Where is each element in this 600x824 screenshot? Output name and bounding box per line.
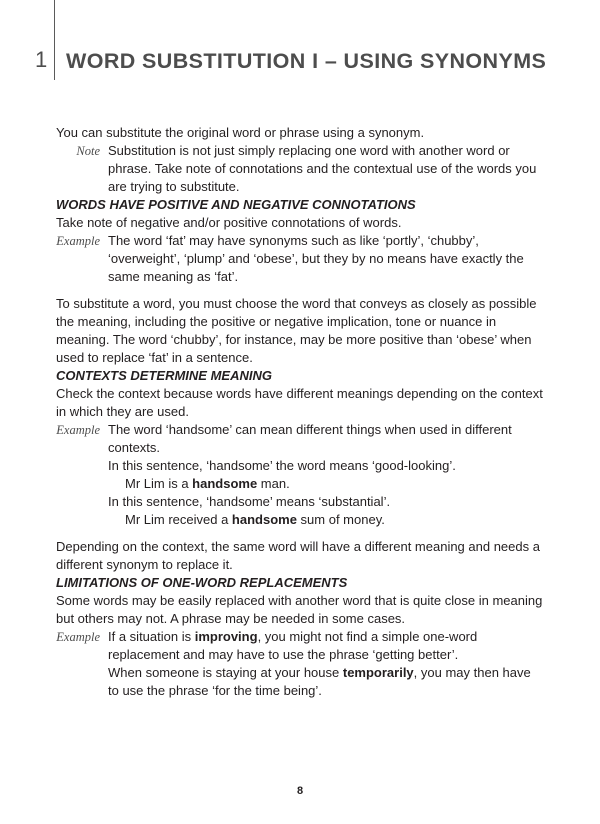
sentence-text: , you may then have to use the phrase ‘for the time being’. <box>108 665 531 698</box>
example-line: In this sentence, ‘handsome’ the word means ‘good-looking’. <box>108 458 456 473</box>
example-block <box>56 232 544 286</box>
note-block <box>56 142 544 196</box>
chapter-number: 1 <box>35 47 48 72</box>
chapter-title: WORD SUBSTITUTION I – USING SYNONYMS <box>66 49 547 73</box>
example-text: The word ‘handsome’ can mean different things when used in different contexts. <box>108 422 512 455</box>
emphasized-word: handsome <box>192 476 258 491</box>
section2-paragraph: Depending on the context, the same word will have a different meaning and needs a different synonym to replace it. <box>56 539 540 572</box>
emphasized-word: temporarily <box>342 665 414 680</box>
example-text <box>108 628 544 664</box>
example-block <box>56 421 544 457</box>
example-sentence <box>56 511 544 529</box>
example-label: Example <box>56 423 100 437</box>
emphasized-word: handsome <box>231 512 297 527</box>
section3-intro: Some words may be easily replaced with another word that is quite close in meaning but others may not. A phrase may be needed in some cases. <box>56 593 543 626</box>
example-block <box>56 628 544 664</box>
section1-paragraph: To substitute a word, you must choose the word that conveys as closely as possible the meaning, including the positive or negative implication, tone or nuance in meaning. The word ‘chubby’, for instance, may be more positive than ‘obese’ when used to replace ‘fat’ in a sentence. <box>56 296 537 365</box>
page-content <box>56 124 544 700</box>
sentence-text: If a situation is <box>108 629 195 644</box>
section-heading-limitations: LIMITATIONS OF ONE-WORD REPLACEMENTS <box>56 575 348 590</box>
example-label: Example <box>56 630 100 644</box>
page-number: 8 <box>296 785 304 797</box>
header-divider <box>54 0 55 80</box>
sentence-text: sum of money. <box>296 512 385 527</box>
sentence-text: When someone is staying at your house <box>108 665 343 680</box>
section-heading-connotations: WORDS HAVE POSITIVE AND NEGATIVE CONNOTATIONS <box>56 197 416 212</box>
emphasized-word: improving <box>194 629 258 644</box>
example-label: Example <box>56 234 100 248</box>
sentence-text: man. <box>257 476 290 491</box>
note-text: Substitution is not just simply replacing one word with another word or phrase. Take note of connotations and the contextual use of the words you are trying to substitute. <box>108 143 537 194</box>
sentence-text: Mr Lim is a <box>125 476 193 491</box>
sentence-text: Mr Lim received a <box>125 512 232 527</box>
note-label: Note <box>76 144 100 158</box>
section-heading-contexts: CONTEXTS DETERMINE MEANING <box>56 368 272 383</box>
section2-intro: Check the context because words have different meanings depending on the context in which they are used. <box>56 386 543 419</box>
example-line <box>56 664 544 700</box>
sentence-text: , you might not find a simple one-word replacement and may have to use the phrase ‘getting better’. <box>108 629 478 662</box>
example-line: In this sentence, ‘handsome’ means ‘substantial’. <box>108 494 391 509</box>
example-sentence <box>56 475 544 493</box>
section1-intro: Take note of negative and/or positive connotations of words. <box>56 215 402 230</box>
example-text: The word ‘fat’ may have synonyms such as like ‘portly’, ‘chubby’, ‘overweight’, ‘plump’ and ‘obese’, but they by no means have exactly the same meaning as ‘fat’. <box>108 233 524 284</box>
intro-paragraph: You can substitute the original word or phrase using a synonym. <box>56 125 425 140</box>
